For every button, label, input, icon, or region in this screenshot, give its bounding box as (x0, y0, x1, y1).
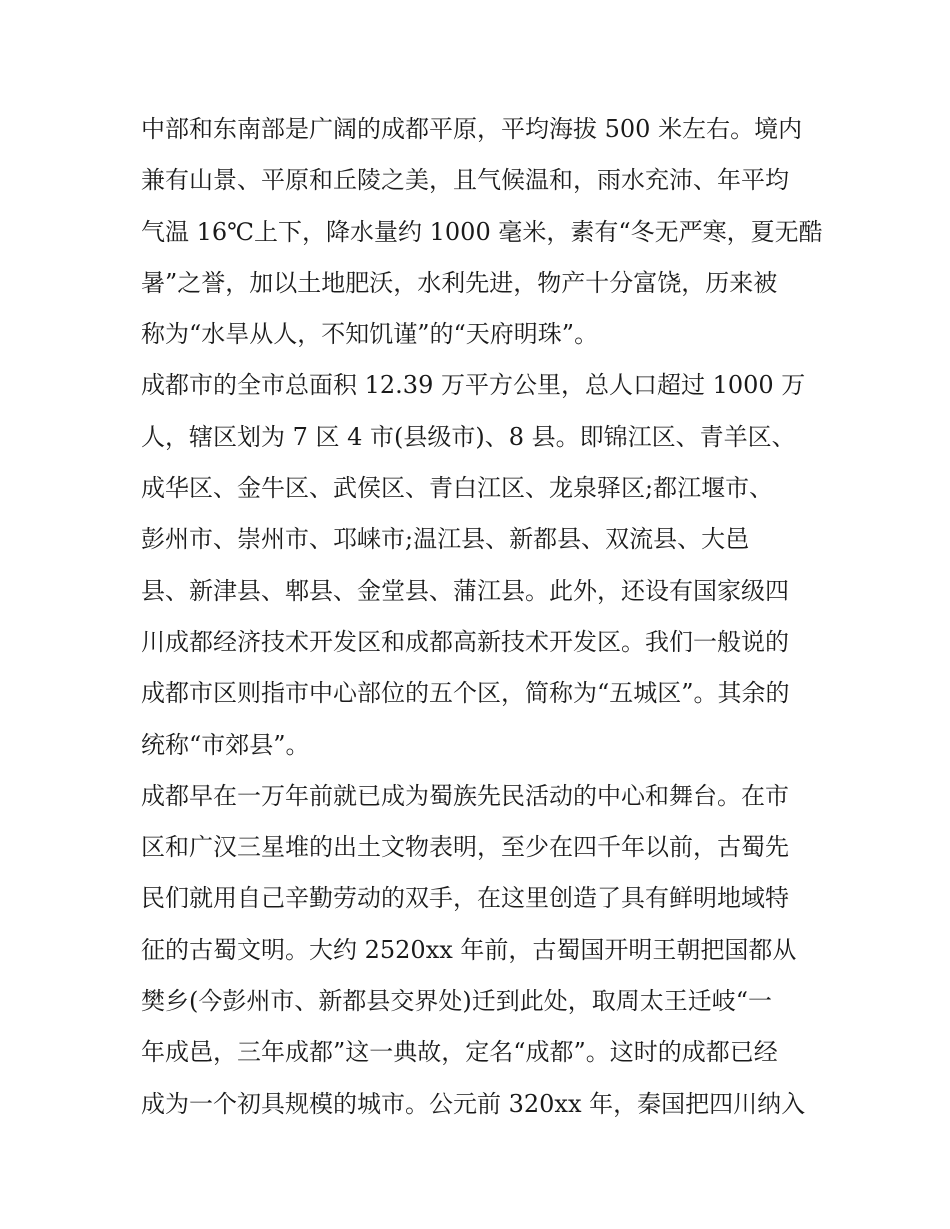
text-line: 暑”之誉，加以土地肥沃，水利先进，物产十分富饶，历来被 (141, 268, 778, 297)
text-line: 征的古蜀文明。大约 2520xx 年前，古蜀国开明王朝把国都从 (141, 935, 797, 964)
text-line: 川成都经济技术开发区和成都高新技术开发区。我们一般说的 (141, 627, 789, 656)
text-line: 兼有山景、平原和丘陵之美，且气候温和，雨水充沛、年平均 (141, 166, 789, 195)
text-line: 称为“水旱从人，不知饥谨”的“天府明珠”。 (141, 320, 599, 349)
text-line: 成都市区则指市中心部位的五个区，简称为“五城区”。其余的 (141, 679, 790, 708)
text-line: 统称“市郊县”。 (141, 730, 310, 759)
text-line: 彭州市、崇州市、邛崃市;温江县、新都县、双流县、大邑 (141, 525, 750, 554)
text-line: 县、新津县、郫县、金堂县、蒲江县。此外，还设有国家级四 (141, 576, 789, 605)
text-line: 年成邑，三年成都”这一典故，定名“成都”。这时的成都已经 (141, 1038, 778, 1067)
text-line: 成都早在一万年前就已成为蜀族先民活动的中心和舞台。在市 (141, 781, 789, 810)
text-line: 民们就用自己辛勤劳动的双手，在这里创造了具有鲜明地域特 (141, 884, 789, 913)
document-body-text (141, 104, 821, 1130)
text-line: 成都市的全市总面积 12.39 万平方公里，总人口超过 1000 万 (141, 371, 806, 400)
text-line: 成为一个初具规模的城市。公元前 320xx 年，秦国把四川纳入 (141, 1089, 806, 1118)
text-line: 人，辖区划为 7 区 4 市(县级市)、8 县。即锦江区、青羊区、 (141, 422, 796, 451)
text-line: 气温 16℃上下，降水量约 1000 毫米，素有“冬无严寒，夏无酷 (141, 217, 823, 246)
text-line: 中部和东南部是广阔的成都平原，平均海拔 500 米左右。境内 (141, 115, 803, 143)
text-line: 成华区、金牛区、武侯区、青白江区、龙泉驿区;都江堰市、 (141, 474, 774, 503)
text-line: 樊乡(今彭州市、新都县交界处)迁到此处，取周太王迁岐“一 (141, 987, 772, 1016)
text-line: 区和广汉三星堆的出土文物表明，至少在四千年以前，古蜀先 (141, 833, 789, 862)
